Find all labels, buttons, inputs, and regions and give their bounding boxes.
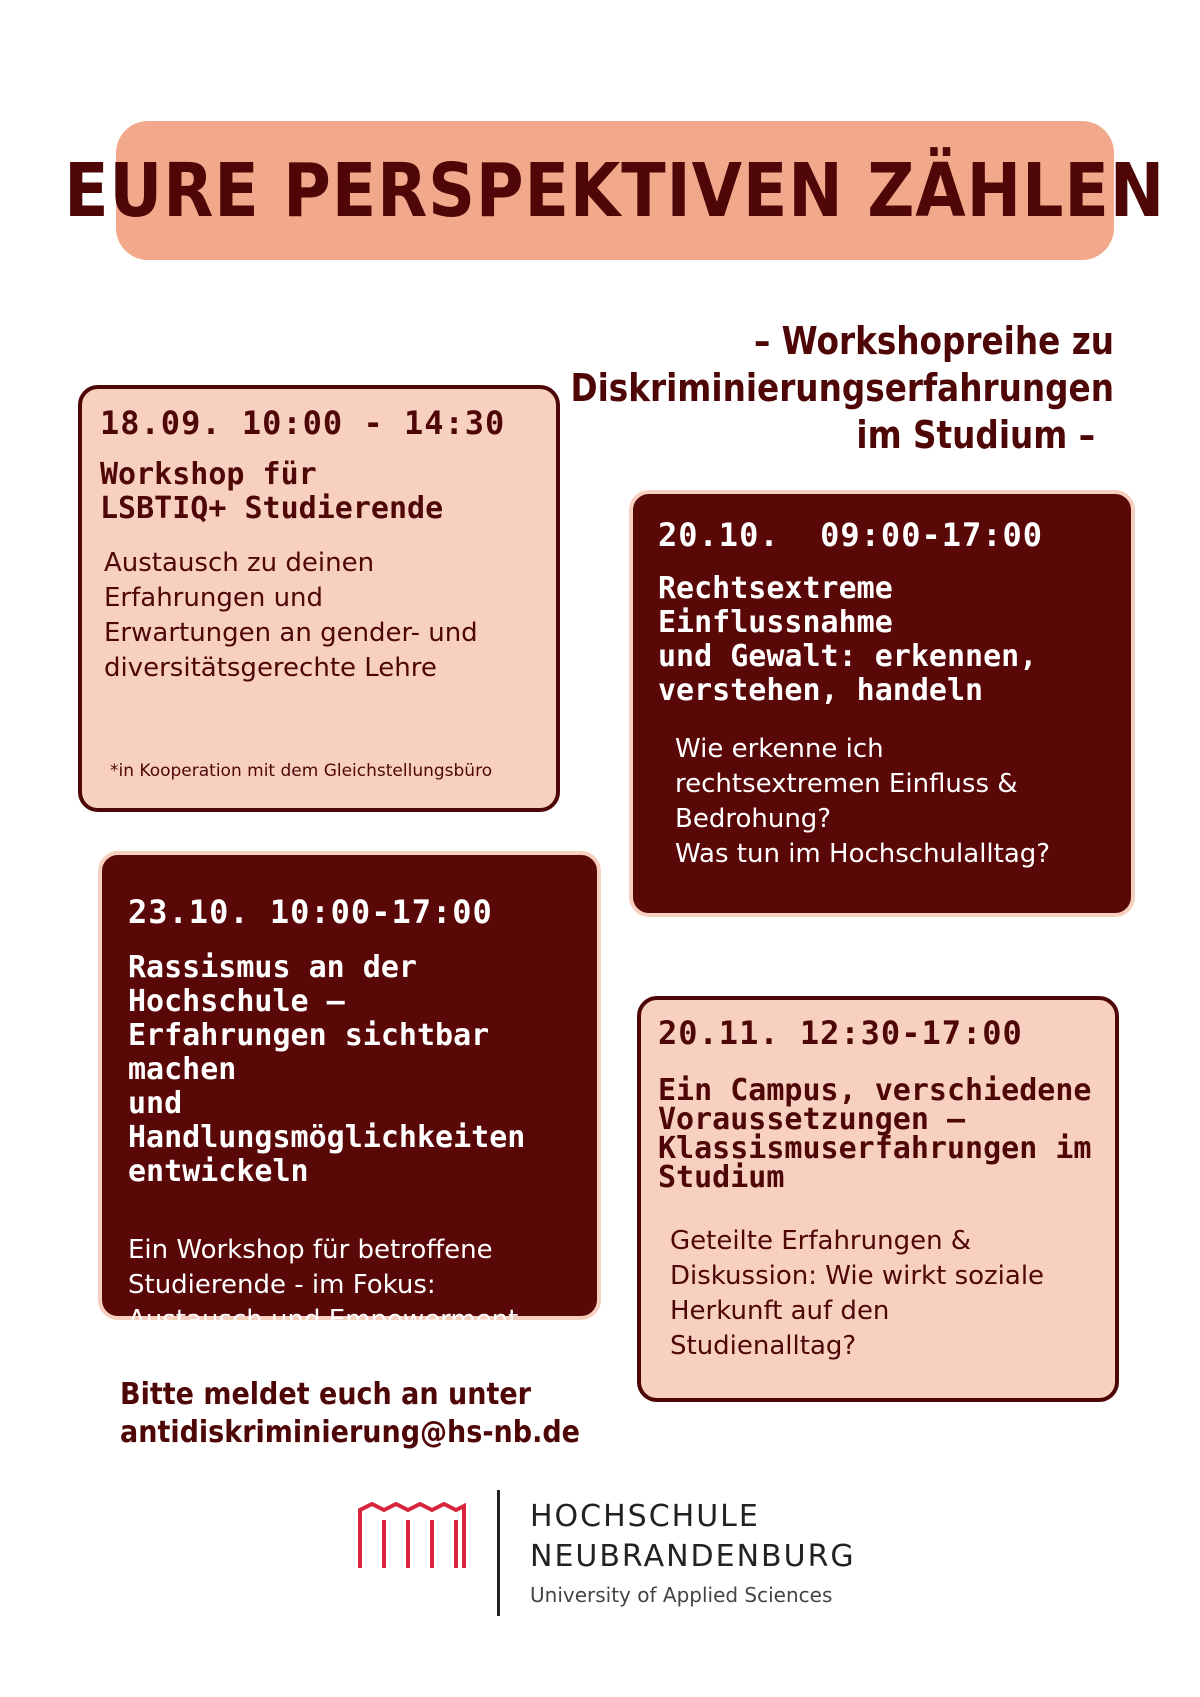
workshop-description: Ein Workshop für betroffene Studierende - im Fokus: Austausch und Empowerment: [128, 1235, 519, 1335]
workshop-description: Austausch zu deinen Erfahrungen und Erwartungen an gender- und diversitätsgerechte Lehre: [104, 548, 478, 683]
workshop-card-rechtsextremismus: [629, 490, 1135, 917]
workshop-date: 23.10. 10:00-17:00: [128, 893, 493, 931]
subtitle-line-1: – Workshopreihe zu: [753, 319, 1114, 363]
cooperation-note: *in Kooperation mit dem Gleichstellungsbüro: [110, 761, 493, 781]
university-logo-icon: [358, 1502, 466, 1570]
workshop-title: Workshop für LSBTIQ+ Studierende: [100, 457, 444, 526]
university-name-line-2: NEUBRANDENBURG: [530, 1539, 856, 1574]
workshop-card-klassismus: [637, 996, 1119, 1402]
workshop-title: Rechtsextreme Einflussnahme und Gewalt: erkennen, verstehen, handeln: [658, 571, 1038, 708]
workshop-date: 20.11. 12:30-17:00: [658, 1014, 1023, 1052]
workshop-title: Rassismus an der Hochschule – Erfahrungen sichtbar machen und Handlungsmöglichkeiten entwickeln: [128, 950, 526, 1189]
university-name: [530, 1497, 856, 1607]
page-title: EURE PERSPEKTIVEN ZÄHLEN: [64, 147, 1166, 234]
registration-text: Bitte meldet euch an unter: [120, 1377, 531, 1412]
workshop-title: Ein Campus, verschiedene Voraussetzungen – Klassismuserfahrungen im Studium: [658, 1073, 1092, 1195]
workshop-card-lsbtiq: [78, 385, 560, 812]
subtitle-line-2: Diskriminierungserfahrungen: [570, 366, 1114, 410]
workshop-card-rassismus: [98, 851, 601, 1335]
workshop-description: Geteilte Erfahrungen & Diskussion: Wie wirkt soziale Herkunft auf den Studienalltag?: [670, 1226, 1045, 1361]
registration-email[interactable]: antidiskriminierung@hs-nb.de: [120, 1415, 580, 1450]
registration-info: [120, 1376, 580, 1452]
university-tagline: University of Applied Sciences: [530, 1583, 833, 1607]
university-name-line-1: HOCHSCHULE: [530, 1499, 760, 1534]
workshop-date: 20.10. 09:00-17:00: [658, 516, 1044, 554]
series-subtitle: [570, 318, 1114, 459]
subtitle-line-3: im Studium –: [856, 413, 1096, 457]
logo-divider: [497, 1490, 500, 1616]
workshop-date: 18.09. 10:00 - 14:30: [100, 404, 506, 442]
title-banner: [64, 121, 1166, 260]
workshop-description: Wie erkenne ich rechtsextremen Einfluss & Bedrohung? Was tun im Hochschulalltag?: [675, 734, 1051, 869]
